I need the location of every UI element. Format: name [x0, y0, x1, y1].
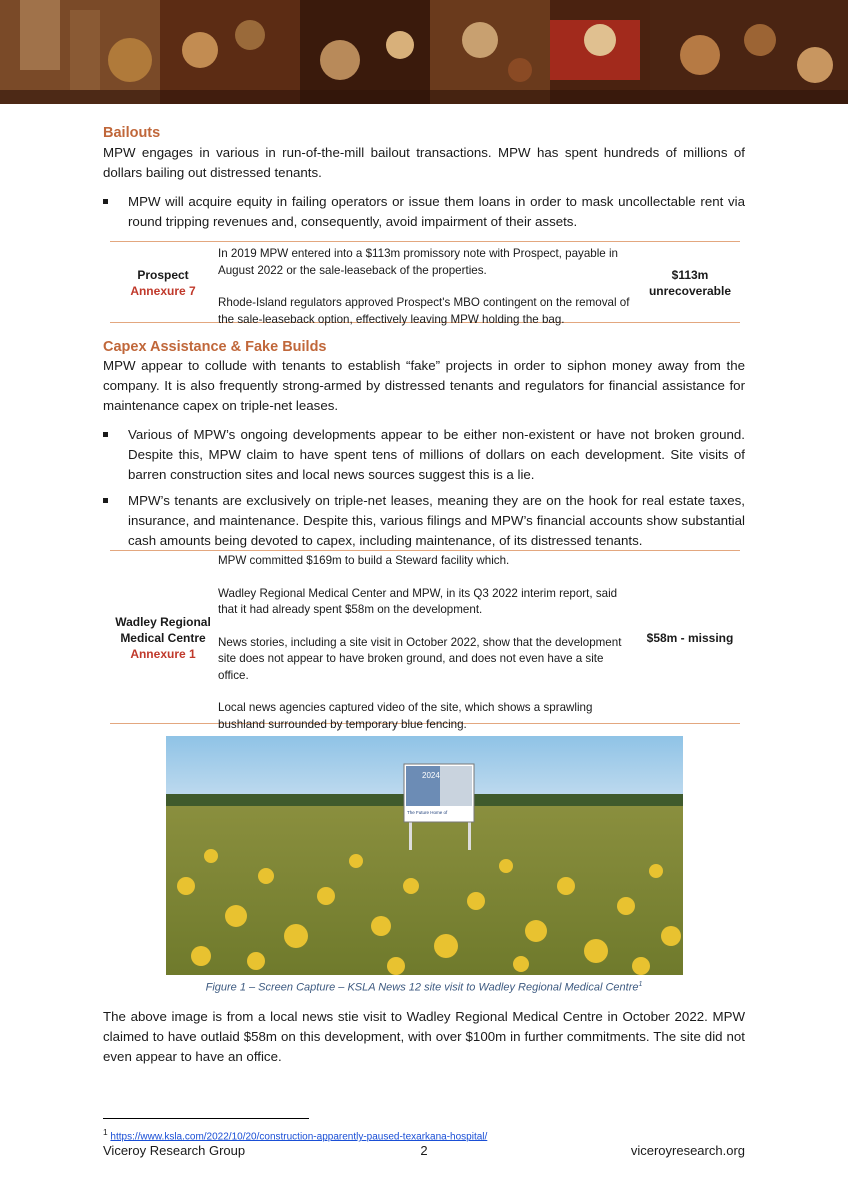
callout-text: Local news agencies captured video of the site, which shows a sprawling bushland surrounded by temporary blue fencing.: [218, 701, 593, 731]
footnote-divider: [103, 1118, 309, 1119]
footnote-link[interactable]: https://www.ksla.com/2022/10/20/construction-apparently-paused-texarkana-hospital/: [110, 1131, 488, 1143]
figure-caption: [103, 978, 745, 995]
list-item: [103, 192, 745, 232]
callout-amount: $113m: [671, 268, 709, 282]
site-visit-photo: [166, 736, 683, 975]
footnote-number: 1: [103, 1127, 108, 1137]
callout-text: Rhode-Island regulators approved Prospect's MBO contingent on the removal of the sale-leaseback option, effectively leaving MPW holding the bag.: [218, 296, 630, 326]
bullet-square-icon: [103, 199, 108, 204]
annexure-link[interactable]: Annexure 1: [130, 647, 196, 661]
figure-caption-text: Figure 1 – Screen Capture – KSLA News 12 site visit to Wadley Regional Medical Centre: [205, 981, 639, 994]
callout-entity-name: Medical Centre: [120, 631, 206, 645]
section-heading-bailouts: Bailouts: [103, 125, 161, 141]
bullet-text: Various of MPW’s ongoing developments appear to be either non-existent or have not broken ground. Despite this, MPW claim to have spent tens of millions of dollars on each development. Site visits of barren construction sites and local news sources suggest this is a lie.: [128, 427, 745, 482]
bullet-text: MPW will acquire equity in failing operators or issue them loans in order to mask uncollectable rent via round tripping revenues and, consequently, avoid impairment of their assets.: [128, 194, 745, 229]
sign-title: The Future Home of: [407, 810, 448, 815]
capex-bullet-list: [103, 425, 745, 551]
callout-amount-status: unrecoverable: [648, 284, 732, 298]
callout-text: In 2019 MPW entered into a $113m promissory note with Prospect, payable in August 2022 or the sale-leaseback of the properties.: [218, 247, 618, 277]
callout-entity-name: Wadley Regional: [115, 615, 211, 629]
sign-year: 2024: [422, 771, 440, 780]
bailouts-bullet-list: [103, 192, 745, 232]
prospect-callout-box: [110, 241, 740, 326]
callout-text: Wadley Regional Medical Center and MPW, in its Q3 2022 interim report, said that it had already spent $58m on the development.: [218, 586, 618, 616]
callout-entity-name: Prospect: [137, 268, 189, 282]
bullet-square-icon: [103, 498, 108, 503]
closing-paragraph: The above image is from a local news stie visit to Wadley Regional Medical Centre in October 2022. MPW claimed to have outlaid $58m on this development, with over $100m in further commitments. The site did not even appear to have an office.: [103, 1009, 745, 1064]
annexure-link[interactable]: Annexure 7: [130, 284, 196, 298]
callout-amount: $58m - missing: [646, 631, 734, 645]
wadley-callout-box: [110, 550, 740, 731]
footer-website: viceroyresearch.org: [630, 1143, 745, 1158]
bullet-text: MPW’s tenants are exclusively on triple-net leases, meaning they are on the hook for real estate taxes, insurance, and maintenance. Despite this, various filings and MPW’s financial accounts show substantial cash amounts being devoted to capex, including maintenance, of its distressed tenants.: [128, 493, 745, 548]
bailouts-paragraph: MPW engages in various in run-of-the-mill bailout transactions. MPW has spent hundreds of millions of dollars bailing out distressed tenants.: [103, 145, 745, 180]
footnote: [103, 1126, 487, 1143]
callout-text: News stories, including a site visit in October 2022, show that the development site does not appear to have broken ground, and does not even have a site office.: [218, 635, 622, 682]
capex-paragraph: MPW appear to collude with tenants to establish “fake” projects in order to siphon money away from the company. It is also frequently strong-armed by distressed tenants and regulators for financial assistance for maintenance capex on triple-net leases.: [103, 358, 745, 413]
list-item: [103, 425, 745, 485]
header-banner-painting: [0, 0, 848, 104]
footer-organization: Viceroy Research Group: [103, 1143, 246, 1158]
page-number: 2: [420, 1143, 428, 1158]
list-item: [103, 491, 745, 551]
footnote-ref[interactable]: 1: [638, 981, 643, 988]
bullet-square-icon: [103, 432, 108, 437]
callout-text: MPW committed $169m to build a Steward facility which.: [218, 554, 510, 567]
section-heading-capex: Capex Assistance & Fake Builds: [103, 339, 327, 355]
